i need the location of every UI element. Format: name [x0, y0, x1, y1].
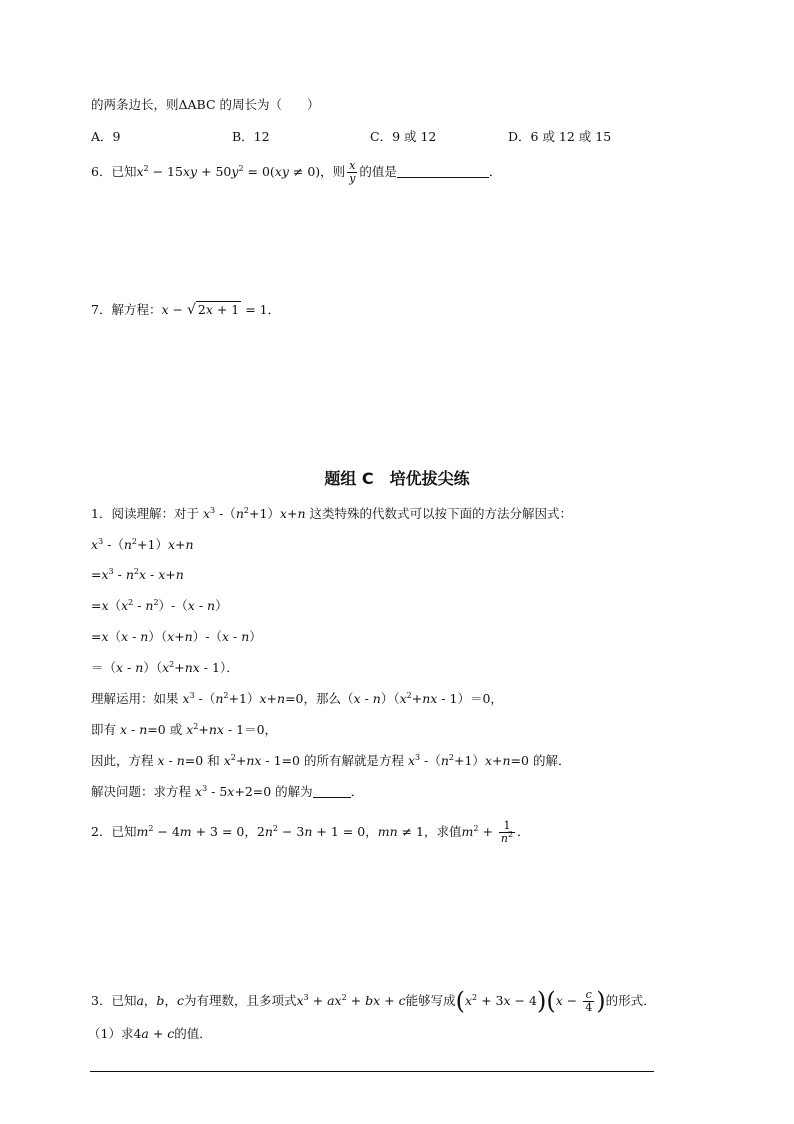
p1-use-3: 因此，方程 x - n=0 和 $x^2+nx - 1=0$ 的所有解就是方程 $x^3$ $-(n^2+1)x+n=0$ 的解． — [91, 753, 571, 768]
q5-option-d: D．6 或 12 或 15 — [508, 129, 612, 144]
q6-stem: 6．已知$x^2 - 15xy + 50y^2 = 0(xy \ne 0)$，则 $\frac{x}{y}$ 的值是 ． — [91, 159, 502, 185]
p1-step-1: $=x^3 - n^2x - x+n$ — [91, 567, 184, 582]
p2-stem: 2．已知$m^2 - 4m + 3 = 0$，$2n^2 - 3n + 1 = 0$，mn ≠ 1，求值$m^2$ + $\frac{1}{n^2}$ ． — [91, 819, 530, 845]
section-title: 题组 C 培优拔尖练 — [324, 469, 470, 488]
p1-intro: 1．阅读理解：对于 $x^3$ $-(n^2+1)x+n$ 这类特殊的代数式可以按下面的方法分解因式： — [91, 506, 573, 521]
answer-line — [90, 1071, 654, 1072]
q6-fraction: $\frac{x}{y}$ — [349, 159, 356, 185]
q6-answer-blank[interactable] — [397, 164, 489, 178]
p1-use-1: 理解运用：如果 $x^3$ $-(n^2+1)x+n=0$，那么$(x - n)(x^2+nx - 1)=0$， — [91, 691, 503, 706]
q5-stem: 的两条边长，则ΔABC 的周长为（ ） — [91, 97, 320, 112]
p1-solve: 解决问题：求方程 $x^3 - 5x+2=0$ 的解为 ． — [91, 784, 364, 799]
p1-answer-blank[interactable] — [313, 784, 351, 798]
p3-sub-1: （1）求4a + c的值． — [88, 1026, 212, 1041]
p1-step-0: $x^3$ $-(n^2+1)x+n$ — [91, 537, 194, 552]
p3-fraction: $\frac{c}{4}$ — [585, 988, 593, 1014]
p1-step-3: =x（x - n）（x+n）-（x - n） — [91, 629, 262, 644]
p1-step-4: $=(x - n)(x^2+nx - 1)$． — [91, 660, 239, 675]
p2-fraction: $\frac{1}{n^2}$ — [500, 819, 514, 845]
q7-stem: 7．解方程：x − √ 2x + 1 = 1． — [91, 302, 281, 318]
q5-option-a: A．9 — [91, 129, 121, 144]
q5-option-b: B．12 — [232, 129, 270, 144]
p1-use-2: 即有 x - n=0 或 $x^2+nx - 1=0$， — [91, 722, 278, 737]
p1-step-2: $=x(x^2 - n^2)-(x - n)$ — [91, 598, 228, 613]
q5-option-c: C．9 或 12 — [370, 129, 437, 144]
p3-stem: 3．已知a，b，c为有理数，且多项式$x^3 + ax^2$ + bx + c能够写成$(x^2 + 3x - 4)(x$ − $\frac{c}{4}$ )的形式． — [91, 987, 656, 1015]
